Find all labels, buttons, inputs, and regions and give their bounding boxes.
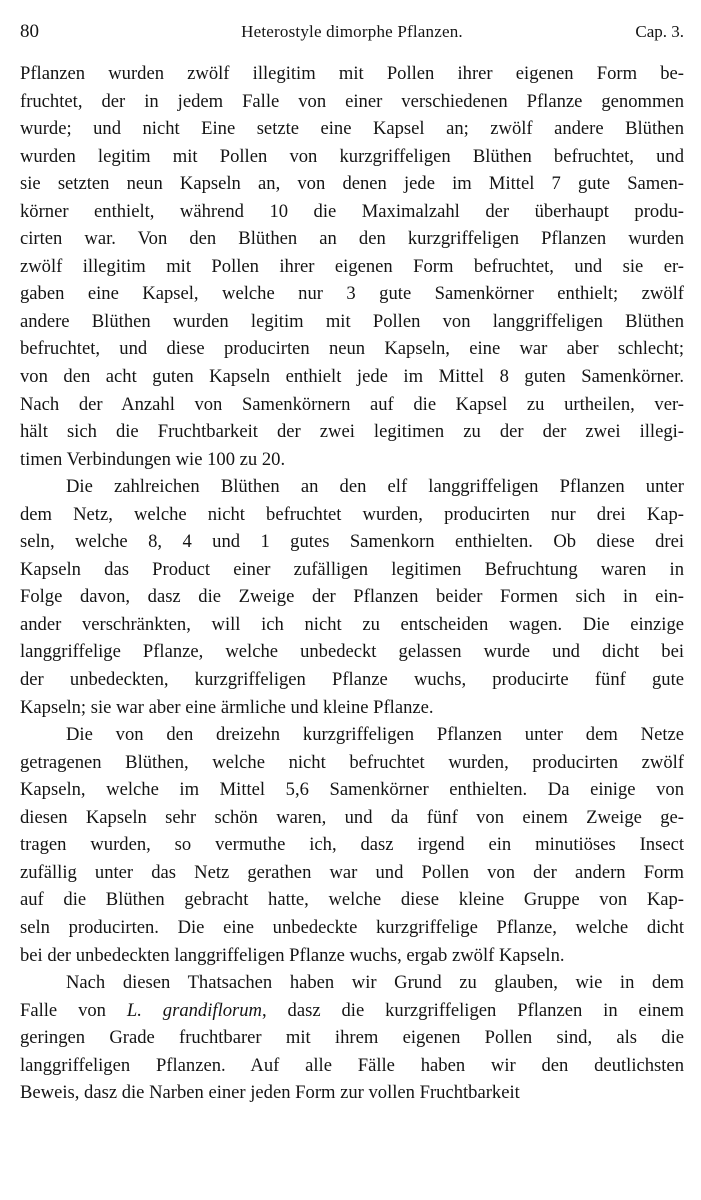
text-line: befruchtet, und diese producirten neun Kapseln, eine war aber schlecht; [20, 338, 684, 360]
text-line: Falle von L. grandiflorum, dasz die kurzgriffeligen Pflanzen in einem [20, 999, 684, 1021]
text-line: getragenen Blüthen, welche nicht befruchtet wurden, producirten zwölf [20, 751, 684, 773]
text-line: zufällig unter das Netz gerathen war und Pollen von der andern Form [20, 861, 684, 883]
text-line: Kapseln; sie war aber eine ärmliche und kleine Pflanze. [20, 696, 434, 718]
body-text [20, 60, 684, 1107]
text-line: gaben eine Kapsel, welche nur 3 gute Samenkörner enthielt; zwölf [20, 283, 684, 305]
text-line: auf die Blüthen gebracht hatte, welche diese kleine Gruppe von Kap- [20, 889, 684, 911]
text-line: körner enthielt, während 10 die Maximalzahl der überhaupt produ- [20, 200, 684, 222]
text-line: diesen Kapseln sehr schön waren, und da fünf von einem Zweige ge- [20, 806, 684, 828]
text-line: bei der unbedeckten langgriffeligen Pflanze wuchs, ergab zwölf Kapseln. [20, 944, 565, 966]
paragraph [20, 473, 684, 721]
paragraph [20, 721, 684, 969]
text-line: Kapseln, welche im Mittel 5,6 Samenkörner enthielten. Da einige von [20, 779, 684, 801]
text-line: dem Netz, welche nicht befruchtet wurden, producirten nur drei Kap- [20, 503, 684, 525]
text-line: hält sich die Fruchtbarkeit der zwei legitimen zu der der zwei illegi- [20, 421, 684, 443]
text-line: Beweis, dasz die Narben einer jeden Form zur vollen Fruchtbarkeit [20, 1082, 520, 1104]
text-line: ander verschränkten, will ich nicht zu entscheiden wagen. Die einzige [20, 613, 684, 635]
text-line: wurden legitim mit Pollen von kurzgriffeligen Blüthen befruchtet, und [20, 145, 684, 167]
paragraph [20, 60, 684, 473]
text-line: tragen wurden, so vermuthe ich, dasz irgend ein minutiöses Insect [20, 834, 684, 856]
text-line: andere Blüthen wurden legitim mit Pollen von langgriffeligen Blüthen [20, 310, 684, 332]
species-name: L. grandiflorum [126, 999, 262, 1021]
text-line: Die von den dreizehn kurzgriffeligen Pflanzen unter dem Netze [66, 724, 684, 746]
text-line: Pflanzen wurden zwölf illegitim mit Pollen ihrer eigenen Form be- [20, 63, 684, 84]
text-line: Nach diesen Thatsachen haben wir Grund zu glauben, wie in dem [66, 972, 684, 994]
text-line: Die zahlreichen Blüthen an den elf langgriffeligen Pflanzen unter [66, 476, 684, 498]
text-line: der unbedeckten, kurzgriffeligen Pflanze wuchs, producirte fünf gute [20, 669, 684, 691]
text-line: geringen Grade fruchtbarer mit ihrem eigenen Pollen sind, als die [20, 1027, 684, 1049]
text-line: Kapseln das Product einer zufälligen legitimen Befruchtung waren in [20, 558, 684, 580]
page-number: 80 [20, 21, 39, 42]
text-line: wurde; und nicht Eine setzte eine Kapsel an; zwölf andere Blüthen [20, 118, 684, 140]
text-line: sie setzten neun Kapseln an, von denen jede im Mittel 7 gute Samen- [20, 173, 684, 195]
running-title: Heterostyle dimorphe Pflanzen. [241, 22, 463, 41]
text-line: timen Verbindungen wie 100 zu 20. [20, 448, 286, 470]
text-line: zwölf illegitim mit Pollen ihrer eigenen Form befruchtet, und sie er- [20, 255, 684, 277]
text-line: seln, welche 8, 4 und 1 gutes Samenkorn enthielten. Ob diese drei [20, 531, 684, 553]
text-line: langgriffelige Pflanze, welche unbedeckt gelassen wurde und dicht bei [20, 641, 684, 663]
running-header [20, 18, 684, 46]
text-line: cirten war. Von den Blüthen an den kurzgriffeligen Pflanzen wurden [20, 228, 684, 250]
text-line: Folge davon, dasz die Zweige der Pflanzen beider Formen sich in ein- [20, 586, 684, 608]
text-line: Nach der Anzahl von Samenkörnern auf die Kapsel zu urtheilen, ver- [20, 393, 684, 415]
text-line: seln producirten. Die eine unbedeckte kurzgriffelige Pflanze, welche dicht [20, 916, 684, 938]
text-line: langgriffeligen Pflanzen. Auf alle Fälle haben wir den deutlichsten [20, 1054, 684, 1076]
text-line: von den acht guten Kapseln enthielt jede im Mittel 8 guten Samenkörner. [20, 366, 684, 388]
book-page [20, 18, 684, 1107]
text-line: fruchtet, der in jedem Falle von einer verschiedenen Pflanze genommen [20, 90, 684, 112]
chapter-label: Cap. 3. [635, 22, 684, 41]
paragraph [20, 969, 684, 1107]
